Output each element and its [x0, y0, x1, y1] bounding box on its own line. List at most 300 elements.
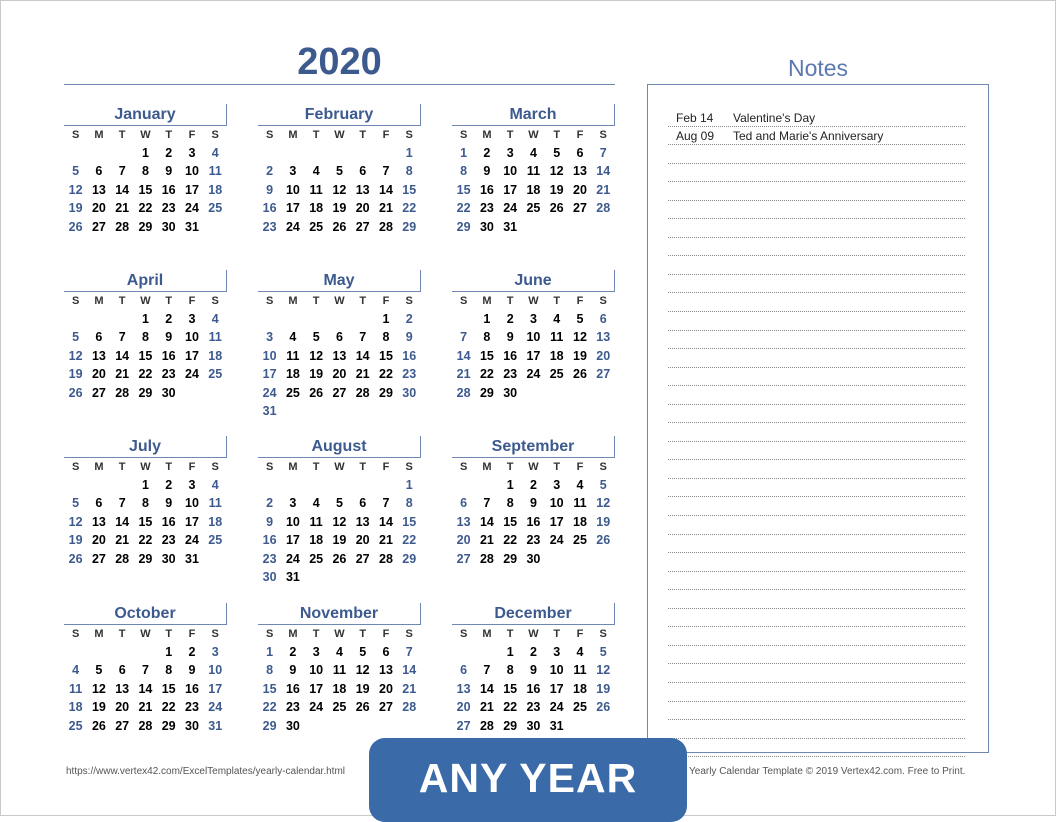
- day-cell: 31: [185, 551, 199, 566]
- day-cell: 10: [285, 182, 300, 197]
- day-cell: 25: [309, 551, 324, 566]
- day-cell: 4: [529, 146, 537, 160]
- day-cell: 29: [161, 718, 176, 733]
- day-cell: 9: [289, 663, 297, 678]
- weekday-label: T: [359, 461, 367, 473]
- weekday-label: S: [459, 628, 468, 640]
- day-cell: [568, 384, 591, 402]
- day-cell: [87, 643, 110, 661]
- weekday-header: [64, 625, 227, 643]
- week-row: [64, 384, 227, 402]
- day-cell: 4: [211, 312, 219, 326]
- weekday-label: S: [599, 461, 607, 473]
- day-cell: 11: [69, 681, 83, 696]
- note-line[interactable]: [668, 609, 965, 628]
- day-cell: 19: [91, 700, 106, 715]
- note-line[interactable]: [668, 256, 965, 275]
- note-date: Aug 09: [676, 129, 715, 144]
- note-line[interactable]: [668, 331, 965, 350]
- day-cell: 10: [208, 663, 223, 678]
- week-row: [64, 643, 227, 661]
- day-cell: 17: [185, 182, 199, 197]
- day-cell: 8: [266, 663, 274, 678]
- day-cell: 7: [483, 663, 491, 678]
- day-cell: 15: [138, 514, 153, 529]
- day-cell: [374, 476, 397, 494]
- day-cell: 21: [138, 700, 153, 715]
- day-cell: 18: [309, 201, 324, 216]
- weekday-header: [258, 292, 421, 310]
- day-cell: 18: [208, 514, 223, 529]
- day-cell: 16: [262, 201, 277, 216]
- week-row: [452, 162, 615, 180]
- day-cell: 23: [479, 201, 494, 216]
- day-cell: 5: [335, 164, 343, 179]
- note-line[interactable]: [668, 516, 965, 535]
- note-line[interactable]: [668, 145, 965, 164]
- weekday-label: S: [405, 295, 413, 307]
- weekday-label: W: [334, 129, 345, 141]
- day-cell: [87, 476, 110, 494]
- day-cell: 4: [576, 645, 584, 659]
- weekday-label: W: [334, 295, 345, 307]
- day-cell: 10: [549, 496, 564, 511]
- note-line[interactable]: [668, 442, 965, 461]
- note-line[interactable]: [668, 423, 965, 442]
- day-cell: 4: [335, 645, 343, 659]
- note-line[interactable]: [668, 460, 965, 479]
- day-cell: 22: [138, 201, 153, 216]
- weekday-label: S: [71, 295, 80, 307]
- week-row: [452, 144, 615, 162]
- day-cell: 4: [211, 146, 219, 160]
- week-row: [452, 643, 615, 661]
- day-cell: 6: [95, 164, 103, 179]
- day-cell: 25: [208, 367, 223, 382]
- day-cell: 24: [526, 367, 541, 382]
- day-cell: 9: [483, 164, 491, 179]
- day-cell: 21: [456, 367, 471, 382]
- note-line[interactable]: [668, 739, 965, 758]
- day-cell: 23: [262, 551, 277, 566]
- day-cell: 15: [402, 182, 417, 197]
- day-cell: 2: [289, 645, 297, 659]
- day-cell: 8: [405, 164, 413, 179]
- week-row: [258, 144, 421, 162]
- week-row: [258, 494, 421, 512]
- week-row: [258, 531, 421, 549]
- month-name: March: [452, 104, 615, 126]
- week-row: [452, 218, 615, 236]
- day-cell: [452, 476, 475, 494]
- day-cell: 8: [141, 164, 149, 179]
- day-cell: 13: [91, 348, 106, 363]
- day-cell: 30: [526, 718, 541, 733]
- day-cell: 7: [382, 164, 390, 179]
- note-line[interactable]: [668, 293, 965, 312]
- day-cell: 2: [529, 645, 537, 659]
- day-cell: [87, 310, 110, 328]
- day-cell: [111, 476, 134, 494]
- day-cell: 14: [115, 182, 130, 197]
- day-cell: 26: [309, 385, 324, 400]
- day-cell: 28: [402, 700, 417, 715]
- day-cell: 17: [285, 201, 300, 216]
- day-cell: 11: [286, 348, 300, 363]
- day-cell: 30: [285, 718, 300, 733]
- day-cell: [281, 310, 304, 328]
- note-line[interactable]: [668, 312, 965, 331]
- day-cell: 30: [402, 385, 417, 400]
- weekday-label: S: [265, 295, 274, 307]
- day-cell: [351, 717, 374, 735]
- month-january: [64, 104, 227, 236]
- day-cell: 24: [185, 533, 199, 548]
- weekday-label: S: [459, 461, 468, 473]
- weekday-label: M: [94, 461, 104, 473]
- day-cell: 18: [549, 348, 564, 363]
- week-row: [64, 513, 227, 531]
- day-cell: 10: [185, 164, 199, 179]
- weekday-label: T: [118, 129, 126, 141]
- day-cell: 23: [526, 700, 541, 715]
- day-cell: [545, 384, 568, 402]
- weekday-label: M: [482, 295, 492, 307]
- note-line[interactable]: [668, 127, 965, 146]
- day-cell: 11: [332, 663, 347, 678]
- week-row: [258, 513, 421, 531]
- weekday-label: T: [359, 129, 367, 141]
- day-cell: 11: [573, 496, 587, 511]
- day-cell: 19: [309, 367, 324, 382]
- day-cell: [568, 717, 591, 735]
- day-cell: 27: [91, 219, 106, 234]
- day-cell: 30: [185, 718, 199, 733]
- week-row: [452, 531, 615, 549]
- day-cell: 9: [165, 496, 173, 511]
- day-cell: 6: [335, 330, 343, 345]
- note-line[interactable]: [668, 497, 965, 516]
- week-row: [258, 365, 421, 383]
- month-may: [258, 270, 421, 420]
- day-cell: 23: [161, 201, 176, 216]
- any-year-badge: ANY YEAR: [369, 738, 687, 822]
- day-cell: [64, 476, 87, 494]
- day-cell: 30: [503, 385, 518, 400]
- weekday-label: F: [188, 295, 196, 307]
- day-cell: 30: [161, 219, 176, 234]
- week-row: [452, 513, 615, 531]
- week-row: [64, 162, 227, 180]
- day-cell: 8: [506, 663, 514, 678]
- day-cell: 20: [456, 533, 471, 548]
- week-row: [64, 550, 227, 568]
- day-cell: 2: [405, 312, 413, 326]
- note-line[interactable]: [668, 553, 965, 572]
- day-cell: 7: [460, 330, 468, 345]
- day-cell: 25: [573, 700, 587, 715]
- day-cell: 24: [208, 700, 223, 715]
- day-cell: 1: [460, 146, 468, 160]
- day-cell: 15: [138, 348, 153, 363]
- day-cell: 21: [596, 182, 611, 197]
- day-cell: 14: [596, 164, 611, 179]
- footer-copyright: Yearly Calendar Template © 2019 Vertex42.com. Free to Print.: [689, 766, 966, 777]
- day-cell: 9: [266, 514, 274, 529]
- day-cell: 6: [382, 645, 390, 659]
- weekday-label: F: [188, 628, 196, 640]
- note-line[interactable]: [668, 238, 965, 257]
- day-cell: 6: [95, 330, 103, 345]
- month-name: September: [452, 436, 615, 458]
- day-cell: [134, 643, 157, 661]
- weekday-label: M: [94, 628, 104, 640]
- note-line[interactable]: [668, 349, 965, 368]
- day-cell: [305, 402, 328, 420]
- day-cell: 13: [355, 514, 370, 529]
- day-cell: 28: [138, 718, 153, 733]
- day-cell: 15: [138, 182, 153, 197]
- day-cell: 29: [138, 219, 153, 234]
- year-title: 2020: [297, 41, 382, 83]
- day-cell: 12: [309, 348, 324, 363]
- day-cell: 1: [141, 146, 149, 160]
- week-row: [452, 550, 615, 568]
- day-cell: 22: [161, 700, 176, 715]
- day-cell: 28: [115, 385, 130, 400]
- day-cell: 30: [161, 551, 176, 566]
- day-cell: 28: [355, 385, 370, 400]
- note-line[interactable]: [668, 108, 965, 127]
- day-cell: 2: [188, 645, 196, 659]
- note-line[interactable]: [668, 219, 965, 238]
- day-cell: 12: [332, 514, 347, 529]
- day-cell: [592, 384, 615, 402]
- day-cell: 29: [262, 718, 277, 733]
- day-cell: [475, 476, 498, 494]
- day-cell: 27: [596, 367, 611, 382]
- day-cell: 22: [262, 700, 277, 715]
- weekday-label: S: [211, 129, 219, 141]
- day-cell: 22: [138, 367, 153, 382]
- day-cell: [351, 144, 374, 162]
- day-cell: [64, 310, 87, 328]
- day-cell: 10: [549, 663, 564, 678]
- day-cell: [592, 717, 615, 735]
- note-line[interactable]: [668, 702, 965, 721]
- day-cell: 19: [549, 182, 564, 197]
- day-cell: 16: [285, 681, 300, 696]
- day-cell: 20: [115, 700, 130, 715]
- note-line[interactable]: [668, 386, 965, 405]
- day-cell: [328, 568, 351, 586]
- day-cell: [351, 310, 374, 328]
- day-cell: 18: [208, 348, 223, 363]
- day-cell: 25: [549, 367, 564, 382]
- day-cell: 29: [402, 219, 417, 234]
- day-cell: 26: [332, 219, 347, 234]
- note-line[interactable]: [668, 164, 965, 183]
- day-cell: 14: [379, 182, 393, 197]
- day-cell: 5: [599, 645, 607, 659]
- day-cell: [452, 643, 475, 661]
- week-row: [64, 347, 227, 365]
- day-cell: 31: [285, 569, 300, 584]
- weekday-label: M: [94, 295, 104, 307]
- weekday-label: F: [576, 461, 584, 473]
- day-cell: 1: [266, 645, 274, 659]
- day-cell: 1: [141, 312, 149, 326]
- day-cell: 3: [188, 146, 196, 160]
- day-cell: 29: [138, 385, 153, 400]
- day-cell: 19: [68, 201, 83, 216]
- note-line[interactable]: [668, 275, 965, 294]
- day-cell: 3: [312, 645, 320, 659]
- day-cell: 5: [72, 330, 80, 345]
- month-name: November: [258, 603, 421, 625]
- day-cell: 14: [479, 514, 494, 529]
- day-cell: 6: [460, 663, 468, 678]
- weekday-label: S: [459, 129, 468, 141]
- note-line[interactable]: [668, 182, 965, 201]
- day-cell: 18: [309, 533, 324, 548]
- day-cell: 26: [68, 551, 83, 566]
- weekday-label: S: [265, 129, 274, 141]
- weekday-label: W: [528, 295, 539, 307]
- weekday-label: T: [312, 628, 320, 640]
- note-text: Valentine's Day: [733, 110, 816, 125]
- day-cell: 26: [332, 551, 347, 566]
- month-name: August: [258, 436, 421, 458]
- day-cell: 9: [266, 182, 274, 197]
- day-cell: 19: [596, 514, 611, 529]
- day-cell: 21: [479, 700, 494, 715]
- day-cell: 15: [379, 348, 393, 363]
- day-cell: [305, 717, 328, 735]
- day-cell: 10: [309, 663, 324, 678]
- weekday-label: S: [405, 129, 413, 141]
- weekday-label: T: [118, 628, 126, 640]
- day-cell: 29: [379, 385, 393, 400]
- week-row: [64, 531, 227, 549]
- day-cell: 2: [266, 164, 274, 179]
- day-cell: 22: [479, 367, 494, 382]
- note-line[interactable]: [668, 201, 965, 220]
- month-september: [452, 436, 615, 568]
- weekday-label: S: [599, 129, 607, 141]
- week-row: [64, 494, 227, 512]
- day-cell: [374, 568, 397, 586]
- day-cell: [87, 144, 110, 162]
- weekday-label: W: [140, 129, 151, 141]
- month-name: May: [258, 270, 421, 292]
- day-cell: 5: [312, 330, 320, 345]
- weekday-label: M: [482, 628, 492, 640]
- day-cell: 6: [576, 146, 584, 160]
- weekday-label: W: [140, 461, 151, 473]
- day-cell: [328, 476, 351, 494]
- weekday-label: F: [382, 295, 390, 307]
- day-cell: 18: [68, 700, 83, 715]
- day-cell: 1: [405, 478, 413, 492]
- day-cell: 12: [68, 348, 83, 363]
- day-cell: [522, 384, 545, 402]
- note-line[interactable]: [668, 720, 965, 739]
- day-cell: 18: [208, 182, 223, 197]
- day-cell: 31: [208, 718, 223, 733]
- note-line[interactable]: [668, 535, 965, 554]
- note-line[interactable]: [668, 405, 965, 424]
- day-cell: 23: [503, 367, 518, 382]
- week-row: [64, 199, 227, 217]
- day-cell: 21: [115, 533, 130, 548]
- day-cell: 3: [529, 312, 537, 326]
- day-cell: 12: [573, 330, 587, 345]
- week-row: [258, 643, 421, 661]
- weekday-label: T: [359, 628, 367, 640]
- day-cell: 27: [456, 718, 471, 733]
- week-row: [258, 698, 421, 716]
- weekday-label: T: [165, 295, 173, 307]
- day-cell: 3: [188, 478, 196, 492]
- note-line[interactable]: [668, 683, 965, 702]
- week-row: [64, 661, 227, 679]
- day-cell: 12: [68, 182, 83, 197]
- day-cell: 7: [141, 663, 149, 678]
- month-july: [64, 436, 227, 568]
- day-cell: 28: [379, 219, 393, 234]
- weekday-header: [452, 625, 615, 643]
- note-line[interactable]: [668, 664, 965, 683]
- day-cell: 3: [553, 645, 561, 659]
- day-cell: 18: [526, 182, 541, 197]
- day-cell: 25: [285, 385, 300, 400]
- note-line[interactable]: [668, 646, 965, 665]
- weekday-label: T: [553, 129, 561, 141]
- day-cell: 16: [161, 182, 176, 197]
- note-line[interactable]: [668, 572, 965, 591]
- day-cell: 5: [72, 164, 80, 179]
- month-november: [258, 603, 421, 735]
- day-cell: 8: [165, 663, 173, 678]
- day-cell: 14: [115, 514, 130, 529]
- day-cell: 2: [266, 496, 274, 511]
- note-line[interactable]: [668, 590, 965, 609]
- note-line[interactable]: [668, 368, 965, 387]
- weekday-label: M: [288, 129, 298, 141]
- day-cell: [281, 402, 304, 420]
- note-line[interactable]: [668, 479, 965, 498]
- month-april: [64, 270, 227, 402]
- day-cell: 19: [68, 533, 83, 548]
- weekday-header: [258, 126, 421, 144]
- day-cell: 11: [208, 164, 222, 179]
- day-cell: 7: [483, 496, 491, 511]
- day-cell: 16: [161, 348, 176, 363]
- day-cell: 19: [68, 367, 83, 382]
- weekday-label: S: [211, 628, 219, 640]
- weekday-label: M: [482, 129, 492, 141]
- day-cell: 21: [355, 367, 370, 382]
- day-cell: [204, 384, 227, 402]
- note-line[interactable]: [668, 627, 965, 646]
- footer-url[interactable]: https://www.vertex42.com/ExcelTemplates/yearly-calendar.html: [66, 766, 345, 777]
- day-cell: 7: [382, 496, 390, 511]
- weekday-label: T: [165, 461, 173, 473]
- day-cell: 24: [309, 700, 324, 715]
- day-cell: 11: [309, 182, 323, 197]
- day-cell: 8: [460, 164, 468, 179]
